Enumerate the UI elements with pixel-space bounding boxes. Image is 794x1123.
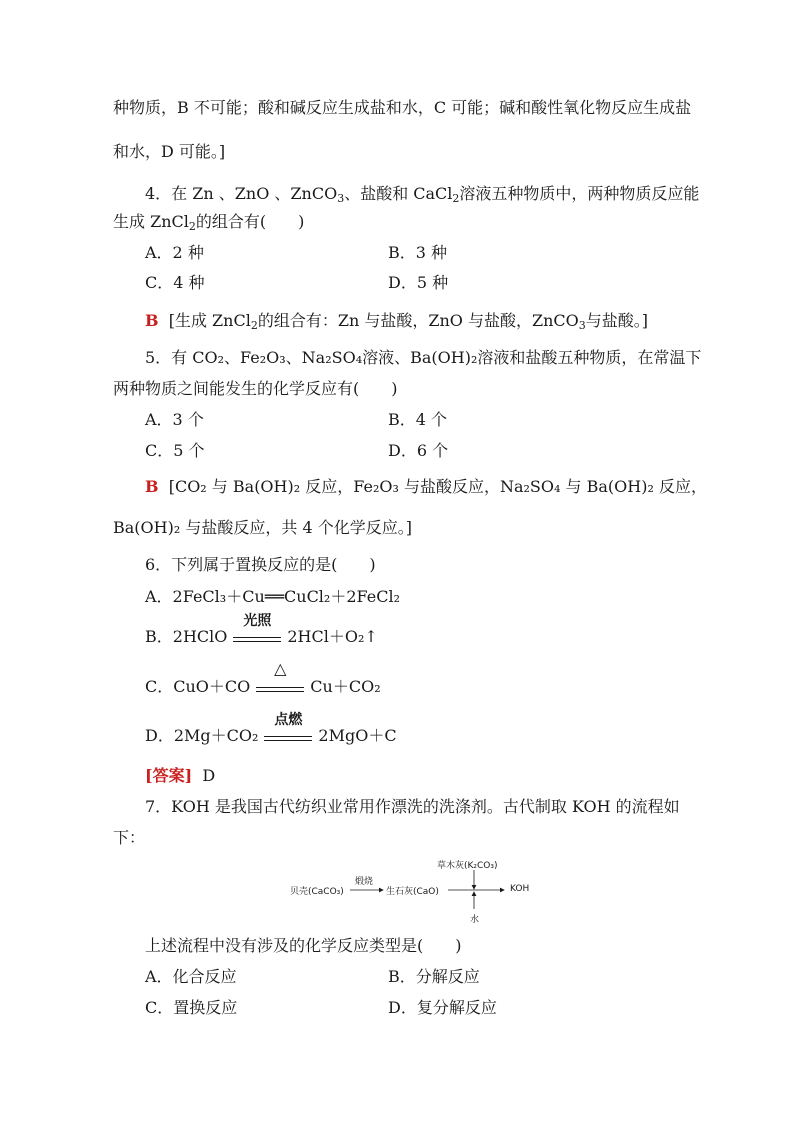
flow-mid-label: 生石灰(CaO) bbox=[386, 887, 439, 897]
flow-top-label: 草木灰(K₂CO₃) bbox=[437, 861, 498, 871]
q5-option-b: B．4 个 bbox=[388, 410, 448, 429]
flow-end-label: KOH bbox=[510, 884, 530, 894]
q7-stem-line-2: 下： bbox=[113, 828, 146, 847]
q5-answer: B bbox=[145, 477, 159, 496]
q6-option-c: C．CuO＋CO △ Cu＋CO₂ bbox=[145, 658, 381, 696]
q4-option-b: B．3 种 bbox=[388, 243, 448, 262]
q4-option-c: C．4 种 bbox=[145, 273, 205, 292]
q4-option-a: A．2 种 bbox=[145, 243, 204, 262]
q6-answer: [答案] D bbox=[145, 766, 216, 785]
q5-explanation-line-1: B [CO₂ 与 Ba(OH)₂ 反应，Fe₂O₃ 与盐酸反应，Na₂SO₄ 与 Ba(OH)₂ 反应， bbox=[145, 477, 707, 496]
q5-option-c: C．5 个 bbox=[145, 441, 205, 460]
q6-option-d: D．2Mg＋CO₂ 点燃 2MgO＋C bbox=[145, 711, 397, 745]
q7-stem-line-3: 上述流程中没有涉及的化学反应类型是( ) bbox=[145, 936, 462, 955]
q4-stem-line-2: 生成 ZnCl$_2$的组合有( ) bbox=[113, 212, 305, 233]
intro-line-2: 和水，D 可能。] bbox=[113, 142, 226, 161]
q5-stem-line-1: 5．有 CO₂、Fe₂O₃、Na₂SO₄溶液、Ba(OH)₂溶液和盐酸五种物质，在常温下 bbox=[145, 348, 702, 367]
q6-stem: 6．下列属于置换反应的是( ) bbox=[145, 555, 376, 574]
flow-step-label: 煅烧 bbox=[355, 877, 374, 887]
q6-option-a: A．2FeCl₃＋Cu══CuCl₂＋2FeCl₂ bbox=[145, 587, 400, 606]
q5-option-d: D．6 个 bbox=[388, 441, 449, 460]
process-flow-diagram bbox=[280, 852, 540, 932]
q5-option-a: A．3 个 bbox=[145, 410, 204, 429]
q7-option-a: A．化合反应 bbox=[145, 967, 237, 986]
flow-start-label: 贝壳(CaCO₃) bbox=[290, 887, 344, 897]
q7-stem-line-1: 7．KOH 是我国古代纺织业常用作漂洗的洗涤剂。古代制取 KOH 的流程如 bbox=[145, 797, 680, 816]
reaction-arrow: 点燃 bbox=[264, 727, 312, 747]
q7-option-d: D．复分解反应 bbox=[388, 998, 497, 1017]
q7-option-b: B．分解反应 bbox=[388, 967, 480, 986]
q4-answer: B bbox=[145, 311, 159, 330]
q5-stem-line-2: 两种物质之间能发生的化学反应有( ) bbox=[113, 379, 398, 398]
q5-explanation-line-2: Ba(OH)₂ 与盐酸反应，共 4 个化学反应。] bbox=[113, 518, 412, 537]
q4-option-d: D．5 种 bbox=[388, 273, 449, 292]
q7-option-c: C．置换反应 bbox=[145, 998, 238, 1017]
intro-line-1: 种物质，B 不可能；酸和碱反应生成盐和水，C 可能；碱和酸性氧化物反应生成盐 bbox=[113, 98, 692, 117]
reaction-arrow: 光照 bbox=[233, 628, 281, 648]
q4-stem-line-1: 4．在 Zn 、ZnO 、ZnCO$_3$、盐酸和 CaCl$_2$溶液五种物质中，两种物质反应能 bbox=[145, 184, 700, 205]
flow-bottom-label: 水 bbox=[470, 915, 480, 925]
q4-explanation: B [生成 ZnCl$_2$的组合有：Zn 与盐酸，ZnO 与盐酸，ZnCO$_3$与盐酸。] bbox=[145, 311, 648, 332]
reaction-arrow: △ bbox=[256, 678, 304, 698]
q6-option-b: B．2HClO 光照 2HCl＋O₂↑ bbox=[145, 612, 378, 646]
